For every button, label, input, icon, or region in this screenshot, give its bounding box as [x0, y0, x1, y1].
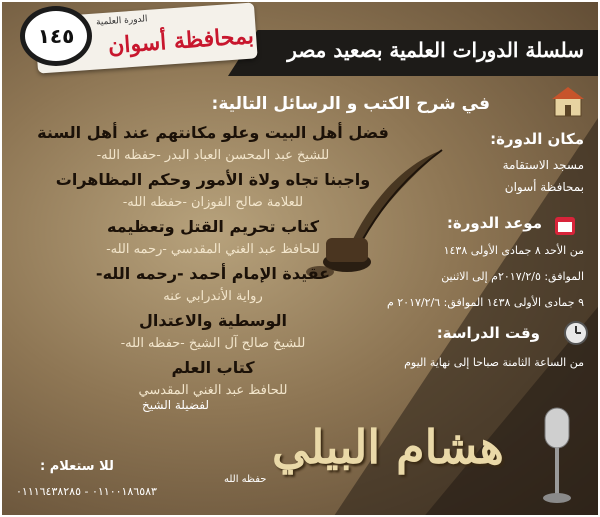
place-label: مكان الدورة: [490, 130, 584, 148]
date-line: ٩ جمادى الأولى ١٤٣٨ الموافق: ٢٠١٧/٢/٦ م [386, 296, 584, 309]
lesson-lecturer: للحافظ عبد الغني المقدسي [138, 383, 288, 398]
lesson-title: واجبنا تجاه ولاة الأمور وحكم المظاهرات [55, 170, 371, 189]
contact-phones: ٠١١٠٠١٨٦٥٨٣ - ٠١١١٦٤٣٨٢٨٥ [16, 485, 157, 498]
banner-title: بمحافظة أسوان [107, 22, 255, 60]
lesson-title: عقيدة الإمام أحمد -رحمه الله- [95, 264, 331, 283]
date-label: موعد الدورة: [446, 214, 542, 232]
sheikh-label: لفضيلة الشيخ [142, 398, 210, 412]
lesson-lecturer: للشيخ عبد المحسن العباد البدر -حفظه الله- [96, 148, 330, 163]
calendar-icon [554, 214, 576, 236]
intro-text: في شرح الكتب و الرسائل التالية: [211, 94, 490, 114]
sheikh-honorific: حفظه الله [224, 474, 267, 485]
contact-label: للا ستعلام : [40, 459, 114, 474]
time-line: من الساعة الثامنة صباحا إلى نهاية اليوم [404, 356, 584, 369]
date-line: الموافق: ٢٠١٧/٢/٥م إلى الاثنين [441, 270, 584, 283]
lesson-title: فضل أهل البيت وعلو مكانتهم عند أهل السنة [37, 123, 389, 142]
sheikh-name: هشام البيلي [272, 420, 504, 474]
place-line: بمحافظة أسوان [504, 180, 584, 194]
series-title: سلسلة الدورات العلمية بصعيد مصر [287, 38, 584, 62]
date-line: من الأحد ٨ جمادى الأولى ١٤٣٨ [443, 244, 584, 257]
lesson-lecturer: للعلامة صالح الفوزان -حفظه الله- [122, 195, 304, 210]
lesson-title: كتاب العلم [171, 358, 255, 377]
lesson-title: الوسطية والاعتدال [138, 311, 288, 330]
lesson-lecturer: للحافظ عبد الغني المقدسي -رحمه الله- [106, 242, 320, 257]
lesson-lecturer: رواية الأندرابي عنه [163, 289, 263, 304]
lesson-lecturer: للشيخ صالح آل الشيخ -حفظه الله- [120, 336, 306, 351]
lessons-list [33, 120, 393, 402]
lesson-title: كتاب تحريم القتل وتعظيمه [106, 217, 320, 236]
alarm-clock-icon [562, 318, 590, 346]
microphone-icon [537, 406, 577, 506]
place-line: مسجد الاستقامة [502, 158, 584, 172]
banner-subtitle: الدورة العلمية [95, 14, 148, 28]
series-number-badge: ١٤٥ [20, 6, 92, 66]
time-label: وقت الدراسة: [436, 324, 540, 342]
house-icon [550, 84, 586, 118]
